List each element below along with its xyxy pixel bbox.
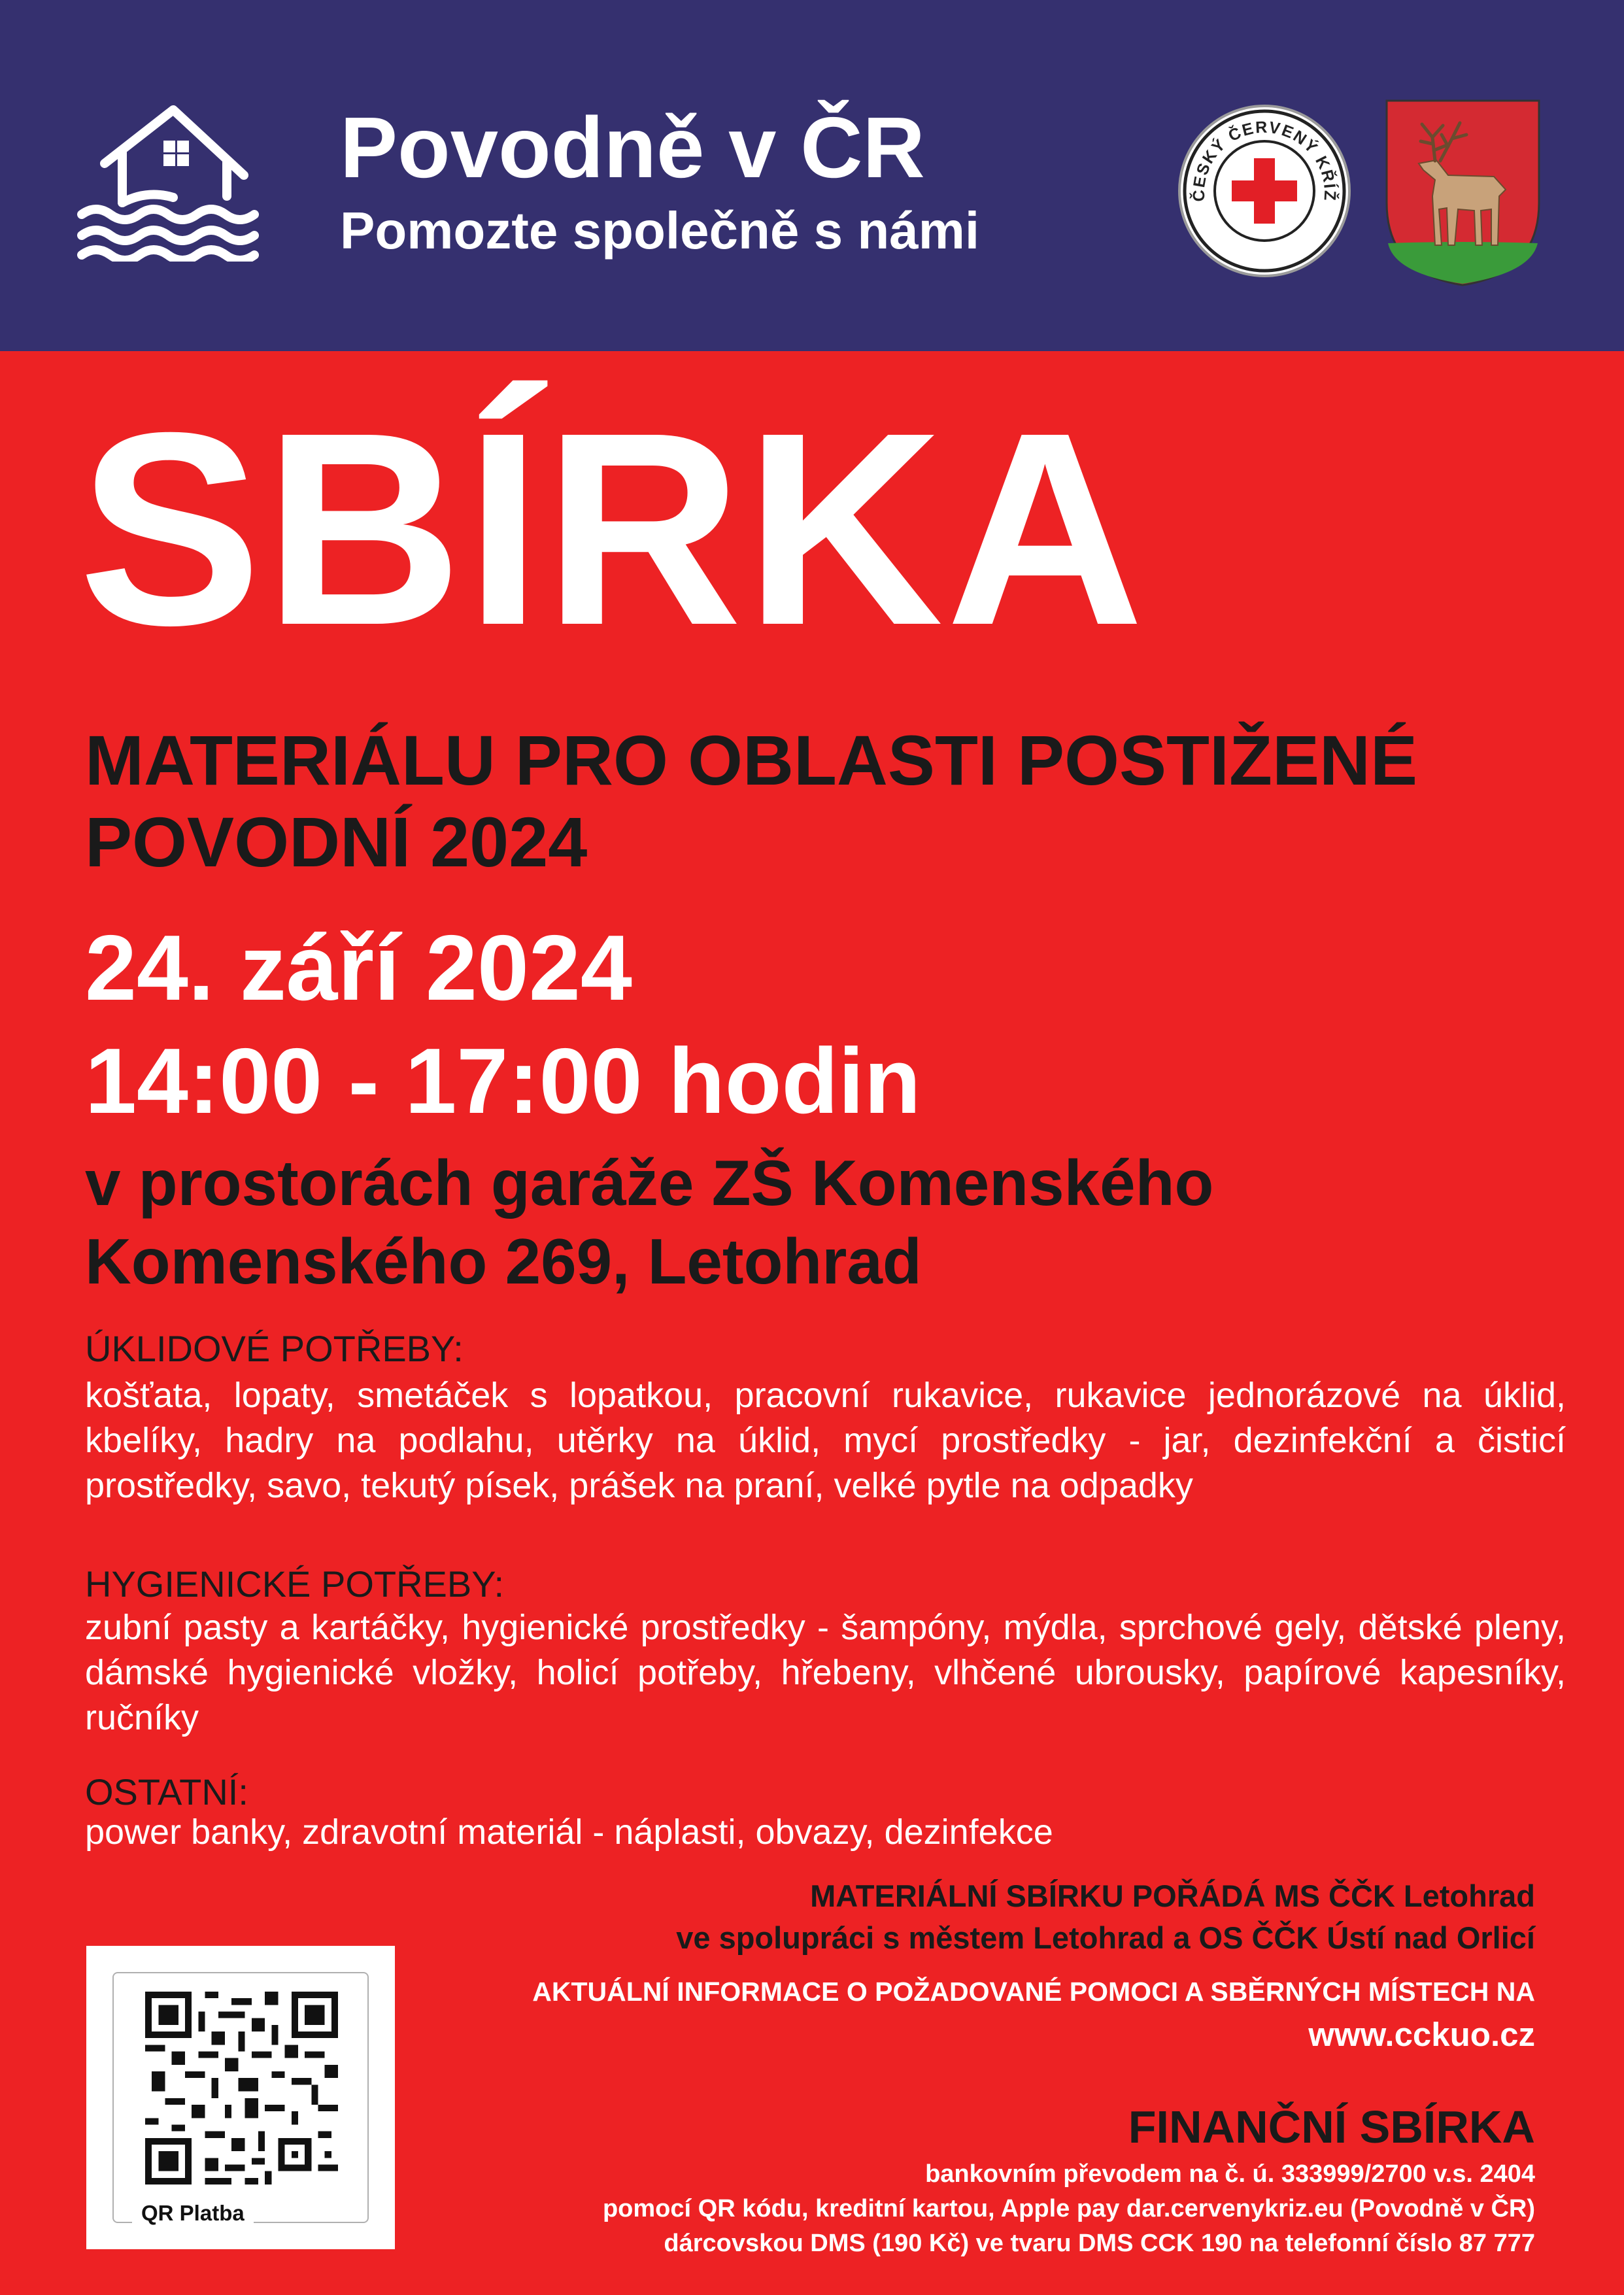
header-title: Povodně v ČR bbox=[340, 99, 925, 196]
event-time: 14:00 - 17:00 hodin bbox=[85, 1029, 921, 1133]
category-text-other: power banky, zdravotní materiál - náplasti, obvazy, dezinfekce bbox=[85, 1812, 1053, 1852]
finance-lines bbox=[603, 2157, 1535, 2261]
red-cross-logo bbox=[1177, 103, 1352, 279]
finance-line-2: pomocí QR kódu, kreditní kartou, Apple pay dar.cervenykriz.eu (Povodně v ČR) bbox=[602, 2195, 1535, 2222]
headline: SBÍRKA bbox=[78, 376, 1147, 683]
event-place-line-2: Komenského 269, Letohrad bbox=[85, 1225, 922, 1297]
subheadline bbox=[85, 719, 1556, 883]
town-crest-deer bbox=[1383, 98, 1543, 288]
category-text-hygiene: zubní pasty a kartáčky, hygienické prostředky - šampóny, mýdla, sprchové gely, dětské pleny, dámské hygienické vložky, holicí potřeby, hřebeny, vlhčené ubrousky, papírové kapesníky, ručníky bbox=[85, 1608, 1566, 1737]
event-place bbox=[85, 1144, 1213, 1300]
subheadline-line-1: MATERIÁLU PRO OBLASTI POSTIŽENÉ bbox=[85, 721, 1418, 800]
category-text-cleaning: košťata, lopaty, smetáček s lopatkou, pracovní rukavice, rukavice jednorázové na úklid, kbelíky, hadry na podlahu, utěrky na úklid, mycí prostředky - jar, dezinfekční a čisticí prostředky, savo, tekutý písek, prášek na praní, velké pytle na odpadky bbox=[85, 1376, 1566, 1505]
finance-line-3: dárcovskou DMS (190 Kč) ve tvaru DMS CCK 190 na telefonní číslo 87 777 bbox=[664, 2230, 1535, 2257]
flood-house-icon bbox=[75, 98, 262, 262]
qr-code-icon[interactable] bbox=[145, 1992, 338, 2184]
organizer bbox=[676, 1875, 1535, 1959]
category-heading-hygiene: HYGIENICKÉ POTŘEBY: bbox=[85, 1563, 505, 1605]
red-cross-ring-text: ČESKÝ ČERVENÝ KŘÍŽ bbox=[1189, 118, 1340, 203]
qr-payment-box bbox=[86, 1946, 395, 2249]
info-url-link[interactable]: www.cckuo.cz bbox=[1308, 2016, 1535, 2053]
category-heading-cleaning: ÚKLIDOVÉ POTŘEBY: bbox=[85, 1328, 464, 1369]
info-text: AKTUÁLNÍ INFORMACE O POŽADOVANÉ POMOCI A SBĚRNÝCH MÍSTECH NA bbox=[532, 1977, 1535, 2007]
organizer-line-2: ve spolupráci s městem Letohrad a OS ČČK Ústí nad Orlicí bbox=[676, 1920, 1535, 1955]
event-date: 24. září 2024 bbox=[85, 916, 632, 1020]
finance-line-1: bankovním převodem na č. ú. 333999/2700 v.s. 2404 bbox=[925, 2160, 1535, 2188]
event-place-line-1: v prostorách garáže ZŠ Komenského bbox=[85, 1147, 1214, 1219]
organizer-line-1: MATERIÁLNÍ SBÍRKU POŘÁDÁ MS ČČK Letohrad bbox=[810, 1878, 1535, 1913]
subheadline-line-2: POVODNÍ 2024 bbox=[85, 802, 588, 882]
finance-title: FINANČNÍ SBÍRKA bbox=[1128, 2101, 1535, 2152]
header-banner bbox=[0, 0, 1624, 351]
category-heading-other: OSTATNÍ: bbox=[85, 1771, 248, 1812]
header-subtitle: Pomozte společně s námi bbox=[340, 201, 980, 260]
qr-label: QR Platba bbox=[132, 2202, 254, 2224]
